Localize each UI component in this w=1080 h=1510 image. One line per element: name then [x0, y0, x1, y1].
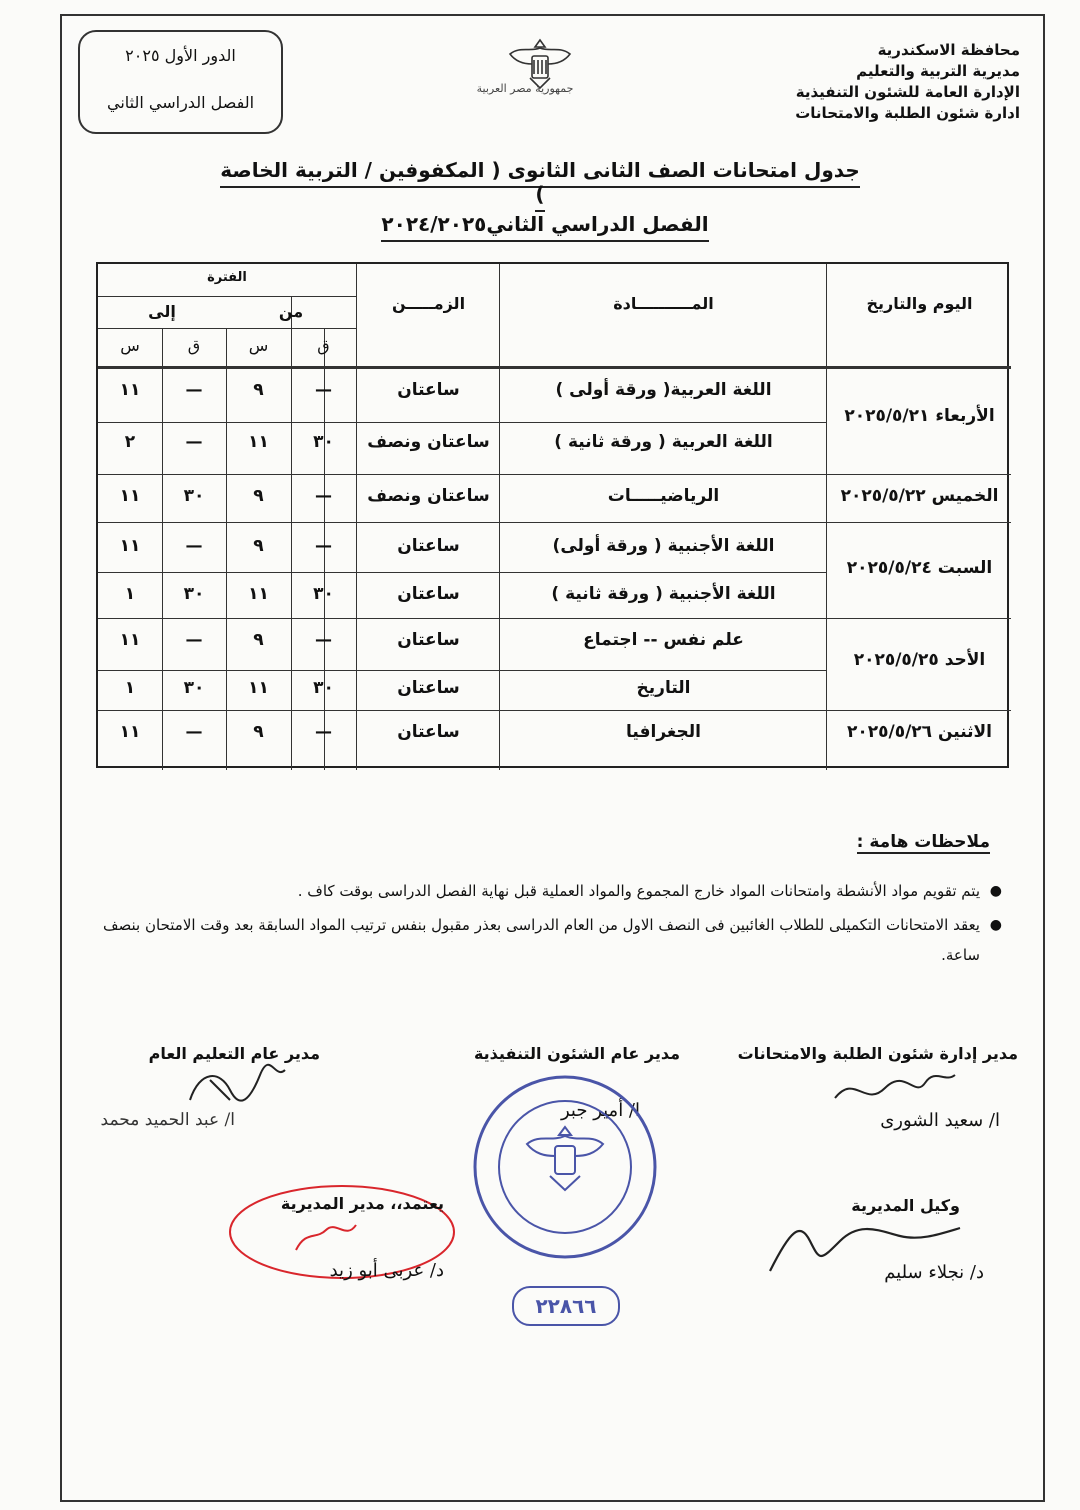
note-item: ● يعقد الامتحانات التكميلى للطلاب الغائبين فى النصف الاول من العام الدراسى بعذر مقبول بنفس ترتيب المواد السابقة بعد وقت الامتحان بنصف ساعة. — [90, 910, 980, 970]
deputy-title: وكيل المديرية — [851, 1196, 960, 1215]
grid-line — [98, 366, 1011, 369]
from-hour-cell: ٩ — [253, 536, 264, 556]
grid-line — [98, 572, 826, 573]
grid-line — [98, 670, 826, 671]
students-affairs-name: ا/ سعيد الشورى — [880, 1110, 1000, 1131]
grid-line — [499, 264, 500, 770]
signature-scribble-icon — [830, 1068, 960, 1108]
duration-cell: ساعتان — [397, 380, 460, 400]
subject-cell: الرياضيـــــات — [607, 486, 720, 506]
authority-line: محافظة الاسكندرية — [877, 41, 1020, 59]
from-minute-cell: — — [315, 536, 332, 556]
subject-cell: اللغة العربية ( ورقة ثانية ) — [554, 432, 773, 452]
to-hour-cell: ١ — [124, 678, 136, 698]
grid-line — [98, 328, 356, 329]
executive-name: ا/ أمير جبر — [560, 1100, 640, 1121]
duration-cell: ساعتان — [397, 678, 460, 698]
to-minute-cell: — — [185, 536, 203, 556]
to-minute-cell: — — [185, 630, 203, 650]
from-hour-cell: ٩ — [253, 630, 264, 650]
header-period: الفترة — [207, 270, 247, 285]
subject-cell: الجغرافيا — [626, 722, 701, 742]
term-box-line2: الفصل الدراسي الثاني — [106, 93, 255, 112]
to-minute-cell: ٣٠ — [183, 678, 205, 698]
authority-line: الإدارة العامة للشئون التنفيذية — [795, 83, 1020, 101]
to-hour-cell: ١١ — [119, 722, 141, 742]
approval-label: يعتمد،، مدير المديرية — [280, 1194, 444, 1213]
to-minute-cell: — — [185, 380, 203, 400]
grid-line — [98, 422, 826, 423]
header-duration: الزمـــــن — [391, 294, 466, 313]
grid-line — [356, 264, 357, 770]
note-item: ● يتم تقويم مواد الأنشطة وامتحانات المواد خارج المجموع والمواد العملية قبل نهاية الفصل الدراسى بوقت كاف . — [90, 876, 980, 906]
from-minute-cell: — — [315, 380, 332, 400]
duration-cell: ساعتان — [397, 630, 460, 650]
day-cell: الأحد ٢٠٢٥/٥/٢٥ — [853, 650, 986, 670]
header-minute: ق — [187, 336, 201, 355]
to-minute-cell: ٣٠ — [183, 584, 205, 604]
deputy-name: د/ نجلاء سليم — [884, 1262, 984, 1283]
header-subject: المــــــــــادة — [613, 294, 714, 313]
signature-scribble-icon — [180, 1060, 290, 1110]
header-hour: س — [248, 336, 269, 355]
subject-cell: اللغة الأجنبية ( ورقة أولى) — [552, 536, 775, 556]
authority-header — [760, 40, 1020, 124]
duration-cell: ساعتان ونصف — [367, 486, 490, 506]
grid-line — [98, 296, 356, 297]
bullet-icon: ● — [989, 917, 1002, 933]
from-minute-cell: — — [315, 722, 332, 742]
day-cell: الخميس ٢٠٢٥/٥/٢٢ — [840, 486, 999, 506]
to-hour-cell: ٢ — [124, 432, 136, 452]
authority-line: مديرية التربية والتعليم — [856, 62, 1020, 80]
general-education-name: ا/ عبد الحميد محمد — [100, 1110, 235, 1130]
grid-line — [98, 710, 1011, 711]
duration-cell: ساعتان — [397, 584, 460, 604]
to-hour-cell: ١١ — [119, 630, 141, 650]
bullet-icon: ● — [989, 883, 1002, 899]
header-from: من — [278, 302, 304, 321]
day-cell: الاثنين ٢٠٢٥/٥/٢٦ — [846, 722, 993, 742]
from-minute-cell: — — [315, 630, 332, 650]
from-hour-cell: ٩ — [253, 486, 264, 506]
approval-name: د/ عربى أبو زيد — [329, 1260, 444, 1281]
from-minute-cell: ٣٠ — [313, 432, 334, 452]
from-hour-cell: ٩ — [253, 380, 264, 400]
header-to: إلى — [148, 302, 176, 321]
header-minute: ق — [317, 336, 330, 355]
header-hour: س — [120, 336, 140, 355]
page-subtitle: الفصل الدراسي الثاني٢٠٢٤/٢٠٢٥ — [380, 212, 710, 236]
official-stamp-icon — [470, 1072, 660, 1262]
header-day-date: اليوم والتاريخ — [866, 294, 973, 313]
term-box-line1: الدور الأول ٢٠٢٥ — [125, 46, 236, 65]
grid-line — [98, 474, 1011, 475]
authority-line: ادارة شئون الطلبة والامتحانات — [795, 104, 1020, 122]
emblem-caption: جمهورية مصر العربية — [476, 82, 574, 95]
to-minute-cell: — — [185, 432, 203, 452]
from-hour-cell: ١١ — [248, 432, 269, 452]
from-hour-cell: ١١ — [248, 584, 269, 604]
term-box — [78, 30, 283, 134]
day-cell: السبت ٢٠٢٥/٥/٢٤ — [846, 558, 993, 578]
page-title: جدول امتحانات الصف الثانى الثانوى ( المكفوفين / التربية الخاصة ) — [220, 158, 860, 206]
subject-cell: اللغة العربية( ورقة أولى ) — [555, 380, 772, 400]
grid-line — [98, 618, 1011, 619]
to-minute-cell: — — [185, 722, 203, 742]
duration-cell: ساعتان ونصف — [367, 432, 490, 452]
from-minute-cell: ٣٠ — [313, 678, 334, 698]
to-hour-cell: ١١ — [119, 536, 141, 556]
from-hour-cell: ١١ — [248, 678, 269, 698]
to-minute-cell: ٣٠ — [183, 486, 205, 506]
from-minute-cell: ٣٠ — [313, 584, 334, 604]
from-minute-cell: — — [315, 486, 332, 506]
stamp-number: ٢٢٨٦٦ — [512, 1286, 620, 1326]
grid-line — [98, 522, 1011, 523]
from-hour-cell: ٩ — [253, 722, 264, 742]
day-cell: الأربعاء ٢٠٢٥/٥/٢١ — [844, 406, 995, 426]
executive-title: مدير عام الشئون التنفيذية — [473, 1044, 680, 1063]
eagle-emblem-icon — [490, 30, 590, 130]
general-education-title: مدير عام التعليم العام — [148, 1044, 320, 1063]
to-hour-cell: ١ — [124, 584, 136, 604]
students-affairs-title: مدير إدارة شئون الطلبة والامتحانات — [737, 1044, 1018, 1063]
notes-heading: ملاحظات هامة : — [856, 832, 990, 852]
exam-schedule-table — [96, 262, 1009, 768]
duration-cell: ساعتان — [397, 722, 460, 742]
grid-line — [826, 264, 827, 770]
subject-cell: اللغة الأجنبية ( ورقة ثانية ) — [551, 584, 776, 604]
to-hour-cell: ١١ — [119, 380, 141, 400]
subject-cell: التاريخ — [636, 678, 691, 698]
duration-cell: ساعتان — [397, 536, 460, 556]
to-hour-cell: ١١ — [119, 486, 141, 506]
subject-cell: علم نفس -- اجتماع — [583, 630, 744, 650]
